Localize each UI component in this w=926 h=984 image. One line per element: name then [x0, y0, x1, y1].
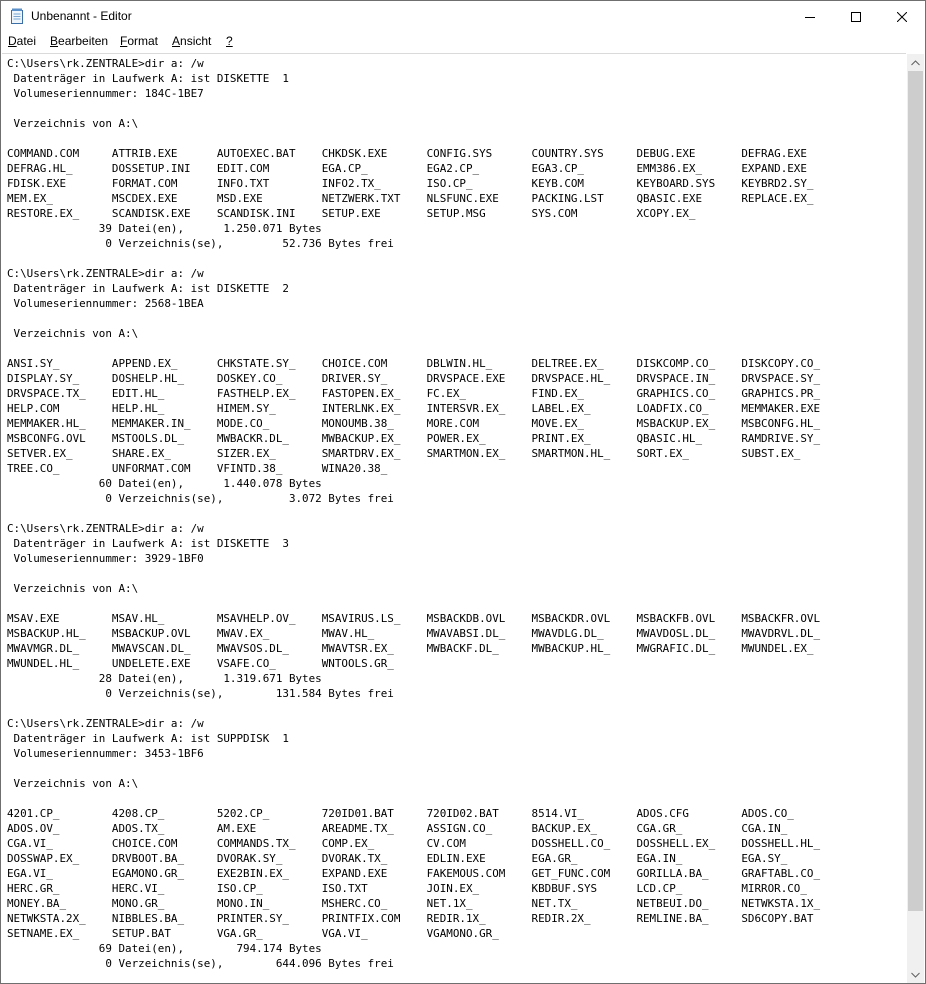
editor-line: C:\Users\rk.ZENTRALE>dir a: /w — [7, 267, 204, 280]
editor-line: 69 Datei(en), 794.174 Bytes — [7, 942, 322, 955]
editor-line: 60 Datei(en), 1.440.078 Bytes — [7, 477, 322, 490]
text-editor-area[interactable] — [2, 53, 906, 984]
editor-line: DISPLAY.SY_ DOSHELP.HL_ DOSKEY.CO_ DRIVER.SY_ DRVSPACE.EXE DRVSPACE.HL_ DRVSPACE.IN_ DRVSPACE.SY_ — [7, 372, 821, 385]
window-title: Unbenannt - Editor — [31, 9, 132, 23]
editor-line: 0 Verzeichnis(se), 52.736 Bytes frei — [7, 237, 394, 250]
close-button[interactable] — [879, 1, 925, 32]
editor-line: MEM.EX_ MSCDEX.EXE MSD.EXE NETZWERK.TXT NLSFUNC.EXE PACKING.LST QBASIC.EXE REPLACE.EX_ — [7, 192, 814, 205]
menu-bearbeiten[interactable]: Bearbeiten — [50, 34, 109, 48]
editor-line: MONEY.BA_ MONO.GR_ MONO.IN_ MSHERC.CO_ NET.1X_ NET.TX_ NETBEUI.DO_ NETWKSTA.1X_ — [7, 897, 821, 910]
menu-help[interactable]: ? — [226, 34, 233, 48]
editor-line: MWUNDEL.HL_ UNDELETE.EXE VSAFE.CO_ WNTOOLS.GR_ — [7, 657, 394, 670]
notepad-icon — [10, 8, 24, 24]
editor-line: Datenträger in Laufwerk A: ist DISKETTE 2 — [7, 282, 289, 295]
editor-line: EGA.VI_ EGAMONO.GR_ EXE2BIN.EX_ EXPAND.EXE FAKEMOUS.COM GET_FUNC.COM GORILLA.BA_ GRAFTABL.CO_ — [7, 867, 821, 880]
editor-line: TREE.CO_ UNFORMAT.COM VFINTD.38_ WINA20.38_ — [7, 462, 388, 475]
editor-line: 28 Datei(en), 1.319.671 Bytes — [7, 672, 322, 685]
chevron-up-icon — [911, 60, 920, 66]
editor-line: Verzeichnis von A:\ — [7, 117, 139, 130]
editor-line: MSAV.EXE MSAV.HL_ MSAVHELP.OV_ MSAVIRUS.LS_ MSBACKDB.OVL MSBACKDR.OVL MSBACKFB.OVL MSBACKFR.OVL — [7, 612, 821, 625]
maximize-button[interactable] — [833, 1, 879, 32]
editor-line: Verzeichnis von A:\ — [7, 327, 139, 340]
editor-text[interactable] — [7, 56, 820, 971]
editor-line: ADOS.OV_ ADOS.TX_ AM.EXE AREADME.TX_ ASSIGN.CO_ BACKUP.EX_ CGA.GR_ CGA.IN_ — [7, 822, 788, 835]
editor-line: HELP.COM HELP.HL_ HIMEM.SY_ INTERLNK.EX_ INTERSVR.EX_ LABEL.EX_ LOADFIX.CO_ MEMMAKER.EXE — [7, 402, 821, 415]
menu-ansicht[interactable]: Ansicht — [172, 34, 212, 48]
editor-line: Datenträger in Laufwerk A: ist DISKETTE 1 — [7, 72, 289, 85]
close-icon — [897, 12, 907, 22]
editor-line: MSBACKUP.HL_ MSBACKUP.OVL MWAV.EX_ MWAV.HL_ MWAVABSI.DL_ MWAVDLG.DL_ MWAVDOSL.DL_ MWAVDRVL.DL_ — [7, 627, 821, 640]
editor-line: Volumeseriennummer: 3929-1BF0 — [7, 552, 204, 565]
editor-line: MEMMAKER.HL_ MEMMAKER.IN_ MODE.CO_ MONOUMB.38_ MORE.COM MOVE.EX_ MSBACKUP.EX_ MSBCONFG.HL_ — [7, 417, 821, 430]
editor-line: 4201.CP_ 4208.CP_ 5202.CP_ 720ID01.BAT 720ID02.BAT 8514.VI_ ADOS.CFG ADOS.CO_ — [7, 807, 794, 820]
editor-line: ANSI.SY_ APPEND.EX_ CHKSTATE.SY_ CHOICE.COM DBLWIN.HL_ DELTREE.EX_ DISKCOMP.CO_ DISKCOPY.CO_ — [7, 357, 821, 370]
minimize-icon — [805, 12, 815, 22]
editor-line: NETWKSTA.2X_ NIBBLES.BA_ PRINTER.SY_ PRINTFIX.COM REDIR.1X_ REDIR.2X_ REMLINE.BA_ SD6COPY.BAT — [7, 912, 814, 925]
editor-line: DRVSPACE.TX_ EDIT.HL_ FASTHELP.EX_ FASTOPEN.EX_ FC.EX_ FIND.EX_ GRAPHICS.CO_ GRAPHICS.PR_ — [7, 387, 821, 400]
editor-line: FDISK.EXE FORMAT.COM INFO.TXT INFO2.TX_ ISO.CP_ KEYB.COM KEYBOARD.SYS KEYBRD2.SY_ — [7, 177, 814, 190]
editor-line: MWAVMGR.DL_ MWAVSCAN.DL_ MWAVSOS.DL_ MWAVTSR.EX_ MWBACKF.DL_ MWBACKUP.HL_ MWGRAFIC.DL_ MWUNDEL.EX_ — [7, 642, 814, 655]
scroll-down-button[interactable] — [907, 966, 924, 983]
editor-line: HERC.GR_ HERC.VI_ ISO.CP_ ISO.TXT JOIN.EX_ KBDBUF.SYS LCD.CP_ MIRROR.CO_ — [7, 882, 807, 895]
editor-line: 39 Datei(en), 1.250.071 Bytes — [7, 222, 322, 235]
editor-line: Volumeseriennummer: 2568-1BEA — [7, 297, 204, 310]
editor-line: Verzeichnis von A:\ — [7, 777, 139, 790]
menu-format[interactable]: Format — [120, 34, 159, 48]
editor-line: Datenträger in Laufwerk A: ist DISKETTE 3 — [7, 537, 289, 550]
editor-line: SETVER.EX_ SHARE.EX_ SIZER.EX_ SMARTDRV.EX_ SMARTMON.EX_ SMARTMON.HL_ SORT.EX_ SUBST.EX_ — [7, 447, 801, 460]
editor-line: RESTORE.EX_ SCANDISK.EXE SCANDISK.INI SETUP.EXE SETUP.MSG SYS.COM XCOPY.EX_ — [7, 207, 696, 220]
editor-line: CGA.VI_ CHOICE.COM COMMANDS.TX_ COMP.EX_ CV.COM DOSSHELL.CO_ DOSSHELL.EX_ DOSSHELL.HL_ — [7, 837, 821, 850]
editor-line: 0 Verzeichnis(se), 131.584 Bytes frei — [7, 687, 394, 700]
editor-line: COMMAND.COM ATTRIB.EXE AUTOEXEC.BAT CHKDSK.EXE CONFIG.SYS COUNTRY.SYS DEBUG.EXE DEFRAG.EXE — [7, 147, 807, 160]
menu-bar — [1, 32, 925, 52]
chevron-down-icon — [911, 972, 920, 978]
editor-line: 0 Verzeichnis(se), 644.096 Bytes frei — [7, 957, 394, 970]
scrollbar-thumb[interactable] — [908, 71, 923, 911]
editor-line: DOSSWAP.EX_ DRVBOOT.BA_ DVORAK.SY_ DVORAK.TX_ EDLIN.EXE EGA.GR_ EGA.IN_ EGA.SY_ — [7, 852, 788, 865]
editor-line: C:\Users\rk.ZENTRALE>dir a: /w — [7, 57, 204, 70]
editor-line: C:\Users\rk.ZENTRALE>dir a: /w — [7, 522, 204, 535]
editor-line: SETNAME.EX_ SETUP.BAT VGA.GR_ VGA.VI_ VGAMONO.GR_ — [7, 927, 499, 940]
editor-line: Verzeichnis von A:\ — [7, 582, 139, 595]
minimize-button[interactable] — [787, 1, 833, 32]
editor-line: Datenträger in Laufwerk A: ist SUPPDISK 1 — [7, 732, 289, 745]
editor-line: C:\Users\rk.ZENTRALE>dir a: /w — [7, 717, 204, 730]
scroll-up-button[interactable] — [907, 54, 924, 71]
editor-line: MSBCONFG.OVL MSTOOLS.DL_ MWBACKR.DL_ MWBACKUP.EX_ POWER.EX_ PRINT.EX_ QBASIC.HL_ RAMDRIVE.SY_ — [7, 432, 821, 445]
editor-line: Volumeseriennummer: 3453-1BF6 — [7, 747, 204, 760]
editor-line: 0 Verzeichnis(se), 3.072 Bytes frei — [7, 492, 394, 505]
editor-line: Volumeseriennummer: 184C-1BE7 — [7, 87, 204, 100]
editor-line: DEFRAG.HL_ DOSSETUP.INI EDIT.COM EGA.CP_ EGA2.CP_ EGA3.CP_ EMM386.EX_ EXPAND.EXE — [7, 162, 807, 175]
maximize-icon — [851, 12, 861, 22]
vertical-scrollbar[interactable] — [907, 54, 924, 983]
menu-datei[interactable]: Datei — [8, 34, 37, 48]
title-bar[interactable] — [1, 1, 925, 32]
